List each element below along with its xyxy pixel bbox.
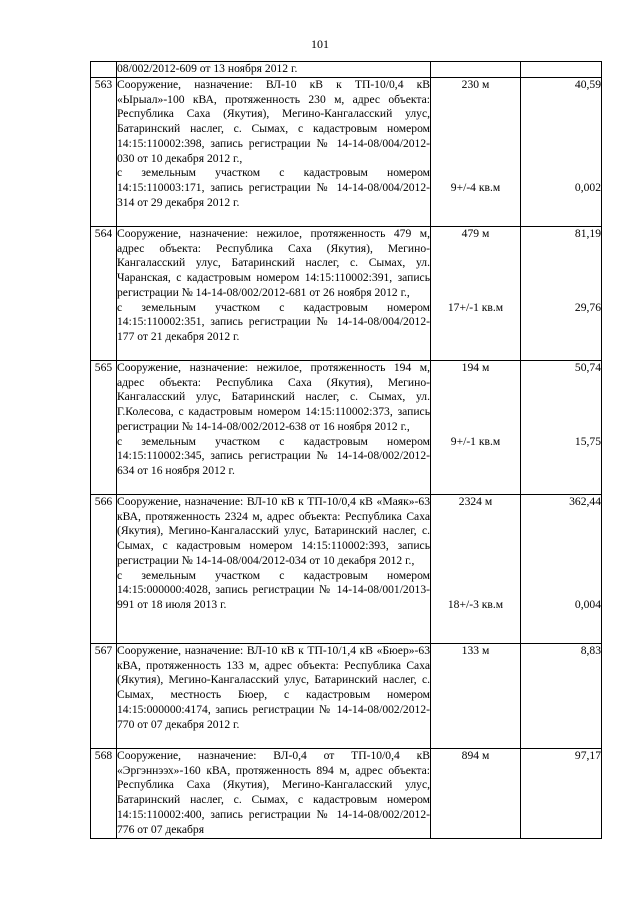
structure-value: 97,17 [574,749,601,762]
land-quantity: 9+/-1 кв.м [450,434,501,448]
row-number: 564 [91,227,117,361]
quantity-cell [431,644,521,749]
structure-value: 40,59 [574,78,601,91]
table-row [91,78,602,227]
quantity-cell [431,78,521,227]
land-quantity: 17+/-1 кв.м [447,300,504,314]
structure-quantity: 194 м [461,361,490,374]
page-number: 101 [311,37,329,51]
quantity-cell [431,495,521,644]
structure-description: Сооружение, назначение: нежилое, протяженность 479 м, адрес объекта: Республика Саха (Якутия), Мегино-Кангаласский улус, Батаринский наслег, с. Сымах, ул. Чаранская, с кадастровым номером 14:15:110002:391, запись регистрации № 14-14-08/002/2012-681 от 26 ноября 2012 г., [117,227,430,299]
table-row [91,227,602,361]
land-quantity: 18+/-3 кв.м [447,597,504,611]
table-row [91,495,602,644]
structure-value: 50,74 [574,361,601,374]
table-row [91,361,602,495]
description-cell [117,749,431,839]
quantity-cell [431,227,521,361]
land-quantity: 9+/-4 кв.м [450,180,501,194]
description-cell [117,361,431,495]
row-number: 567 [91,644,117,749]
value-cell [521,749,602,839]
property-register-table [90,61,602,839]
structure-description: Сооружение, назначение: нежилое, протяженность 194 м, адрес объекта: Республика Саха (Якутия), Мегино-Кангаласский улус, Батаринский наслег, с. Сымах, ул. Г.Колесова, с кадастровым номером 14:15:110002:373, запись регистрации № 14-14-08/002/2012-638 от 16 ноября 2012 г., [117,361,430,433]
table-row-continuation [91,62,602,78]
structure-value: 81,19 [574,227,601,240]
row-number: 568 [91,749,117,839]
value-cell [521,227,602,361]
table-row [91,644,602,749]
structure-quantity: 479 м [461,227,490,240]
value-cell [521,361,602,495]
structure-quantity: 230 м [461,78,490,91]
structure-description: Сооружение, назначение: ВЛ-10 кВ к ТП-10/0,4 кВ «Маяк»-63 кВА, протяженность 2324 м, адрес объекта: Республика Саха (Якутия), Мегино-Кангаласский улус, Батаринский наслег, с. Сымах, с кадастровым номером 14:15:110002:393, запись регистрации № 14-14-08/004/2012-034 от 10 декабря 2012 г., [117,495,430,567]
land-value: 0,004 [574,597,601,611]
value-cell [521,495,602,644]
land-description: с земельным участком с кадастровым номером 14:15:110003:171, запись регистрации № 14-14-08/004/2012-314 от 29 декабря 2012 г. [117,166,430,209]
row-number-cell [91,62,117,78]
description-cell [117,78,431,227]
quantity-cell [431,361,521,495]
land-description: с земельным участком с кадастровым номером 14:15:000000:4028, запись регистрации № 14-14-08/001/2013-991 от 18 июля 2013 г. [117,568,430,611]
description-cell [117,62,431,78]
land-value: 0,002 [574,180,601,194]
structure-description: Сооружение, назначение: ВЛ-10 кВ к ТП-10/1,4 кВ «Бюер»-63 кВА, протяженность 133 м, адрес объекта: Республика Саха (Якутия), Мегино-Кангаласский улус, Батаринский наслег, с. Сымах, местность Бюер, с кадастровым номером 14:15:000000:4174, запись регистрации № 14-14-08/002/2012-770 от 07 декабря 2012 г. [117,644,430,731]
row-number: 563 [91,78,117,227]
land-description: с земельным участком с кадастровым номером 14:15:110002:351, запись регистрации № 14-14-08/004/2012-177 от 21 декабря 2012 г. [117,300,430,343]
value-cell [521,78,602,227]
quantity-cell [431,62,521,78]
description-cell [117,495,431,644]
row-number: 566 [91,495,117,644]
quantity-cell [431,749,521,839]
value-cell [521,644,602,749]
structure-description: Сооружение, назначение: ВЛ-0,4 от ТП-10/0,4 кВ «Эргэннээх»-160 кВА, протяженность 894 м, адрес объекта: Республика Саха (Якутия), Мегино-Кангаласский улус, Батаринский наслег, с. Сымах, с кадастровым номером 14:15:110002:400, запись регистрации № 14-14-08/002/2012-776 от 07 декабря [117,749,430,836]
land-description: с земельным участком с кадастровым номером 14:15:110002:345, запись регистрации № 14-14-08/002/2012-634 от 16 ноября 2012 г. [117,434,430,477]
structure-quantity: 133 м [461,644,490,657]
description-cell [117,644,431,749]
value-cell [521,62,602,78]
row-number: 565 [91,361,117,495]
land-value: 15,75 [574,434,601,448]
description-cell [117,227,431,361]
structure-value: 8,83 [580,644,601,657]
structure-quantity: 2324 м [458,495,493,508]
structure-value: 362,44 [569,495,601,508]
continuation-text: 08/002/2012-609 от 13 ноября 2012 г. [117,62,298,75]
table-row [91,749,602,839]
land-value: 29,76 [574,300,601,314]
structure-quantity: 894 м [461,749,490,762]
structure-description: Сооружение, назначение: ВЛ-10 кВ к ТП-10/0,4 кВ «Ырыал»-100 кВА, протяженность 230 м, адрес объекта: Республика Саха (Якутия), Мегино-Кангаласский улус, Батаринский наслег, с. Сымах, с кадастровым номером 14:15:110002:398, запись регистрации № 14-14-08/004/2012-030 от 10 декабря 2012 г., [117,78,430,165]
